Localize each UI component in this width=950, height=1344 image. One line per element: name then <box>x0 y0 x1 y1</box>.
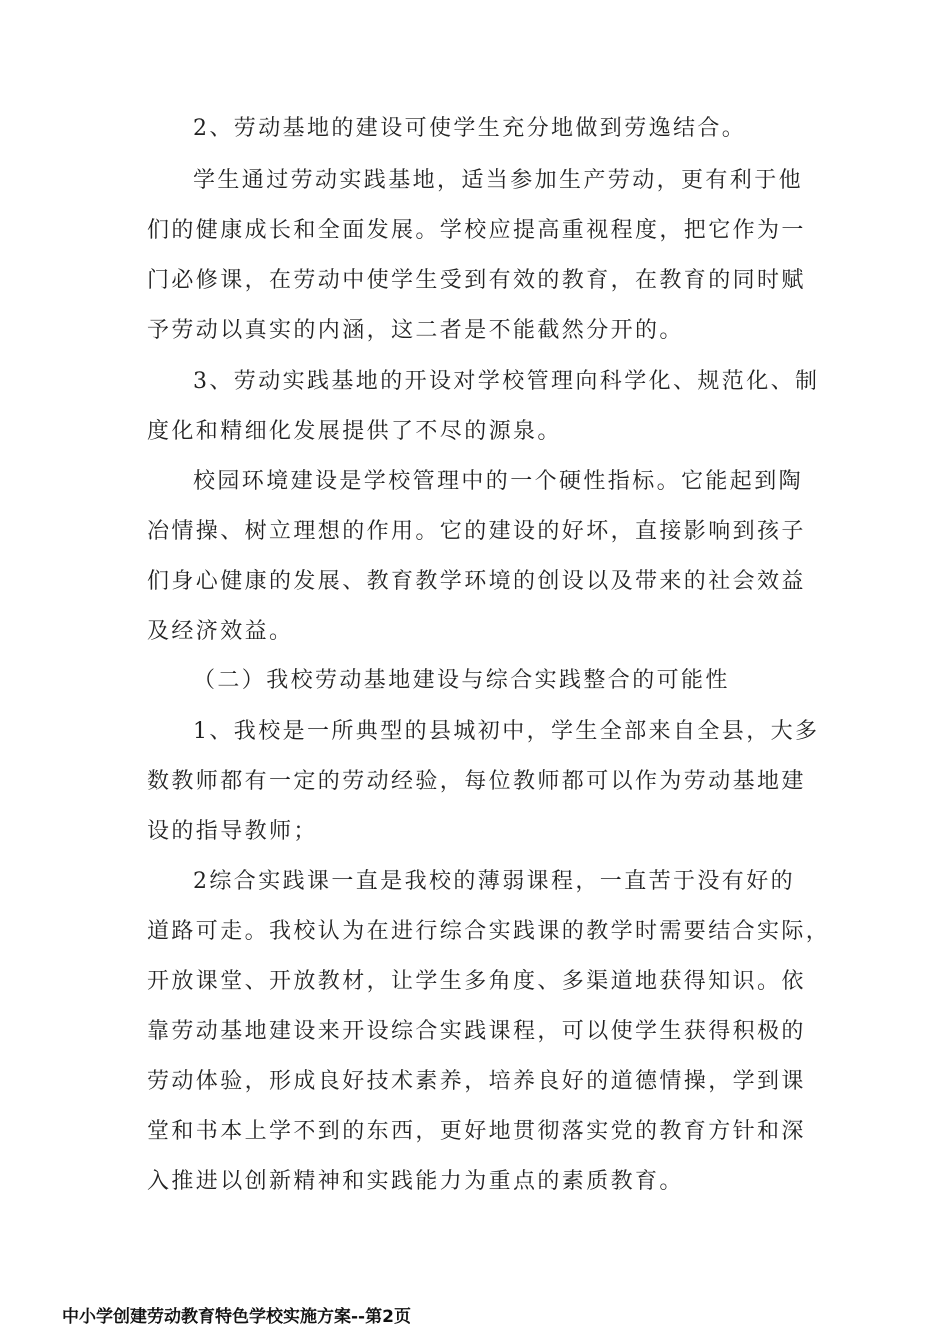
text-line: 劳动体验，形成良好技术素养，培养良好的道德情操，学到课 <box>147 1069 806 1094</box>
text-line: 堂和书本上学不到的东西，更好地贯彻落实党的教育方针和深 <box>147 1119 806 1144</box>
text-line: 及经济效益。 <box>147 619 294 644</box>
text-line: 校园环境建设是学校管理中的一个硬性指标。它能起到陶 <box>193 469 804 494</box>
section-heading: （二）我校劳动基地建设与综合实践整合的可能性 <box>193 668 730 693</box>
text-line: 开放课堂、开放教材，让学生多角度、多渠道地获得知识。依 <box>147 969 806 994</box>
paragraph-heading-3: 3、劳动实践基地的开设对学校管理向科学化、规范化、制 <box>193 369 820 394</box>
text-line: 设的指导教师； <box>147 819 318 844</box>
text-line: 入推进以创新精神和实践能力为重点的素质教育。 <box>147 1169 684 1194</box>
paragraph-heading-2: 2、劳动基地的建设可使学生充分地做到劳逸结合。 <box>193 116 747 141</box>
text-line: 道路可走。我校认为在进行综合实践课的教学时需要结合实际， <box>147 919 831 944</box>
text-line: 予劳动以真实的内涵，这二者是不能截然分开的。 <box>147 318 684 343</box>
text-line: 靠劳动基地建设来开设综合实践课程，可以使学生获得积极的 <box>147 1019 806 1044</box>
text-line: 们身心健康的发展、教育教学环境的创设以及带来的社会效益 <box>147 569 806 594</box>
text-line: 门必修课，在劳动中使学生受到有效的教育，在教育的同时赋 <box>147 268 806 293</box>
text-line: 冶情操、树立理想的作用。它的建设的好坏，直接影响到孩子 <box>147 519 806 544</box>
page-footer: 中小学创建劳动教育特色学校实施方案--第2页 <box>62 1307 411 1327</box>
text-line: 学生通过劳动实践基地，适当参加生产劳动，更有利于他 <box>193 168 804 193</box>
text-line: 2综合实践课一直是我校的薄弱课程，一直苦于没有好的 <box>193 869 795 894</box>
text-line: 1、我校是一所典型的县城初中，学生全部来自全县，大多 <box>193 719 820 744</box>
text-line: 们的健康成长和全面发展。学校应提高重视程度，把它作为一 <box>147 218 806 243</box>
text-line: 度化和精细化发展提供了不尽的源泉。 <box>147 419 562 444</box>
text-line: 数教师都有一定的劳动经验，每位教师都可以作为劳动基地建 <box>147 769 806 794</box>
